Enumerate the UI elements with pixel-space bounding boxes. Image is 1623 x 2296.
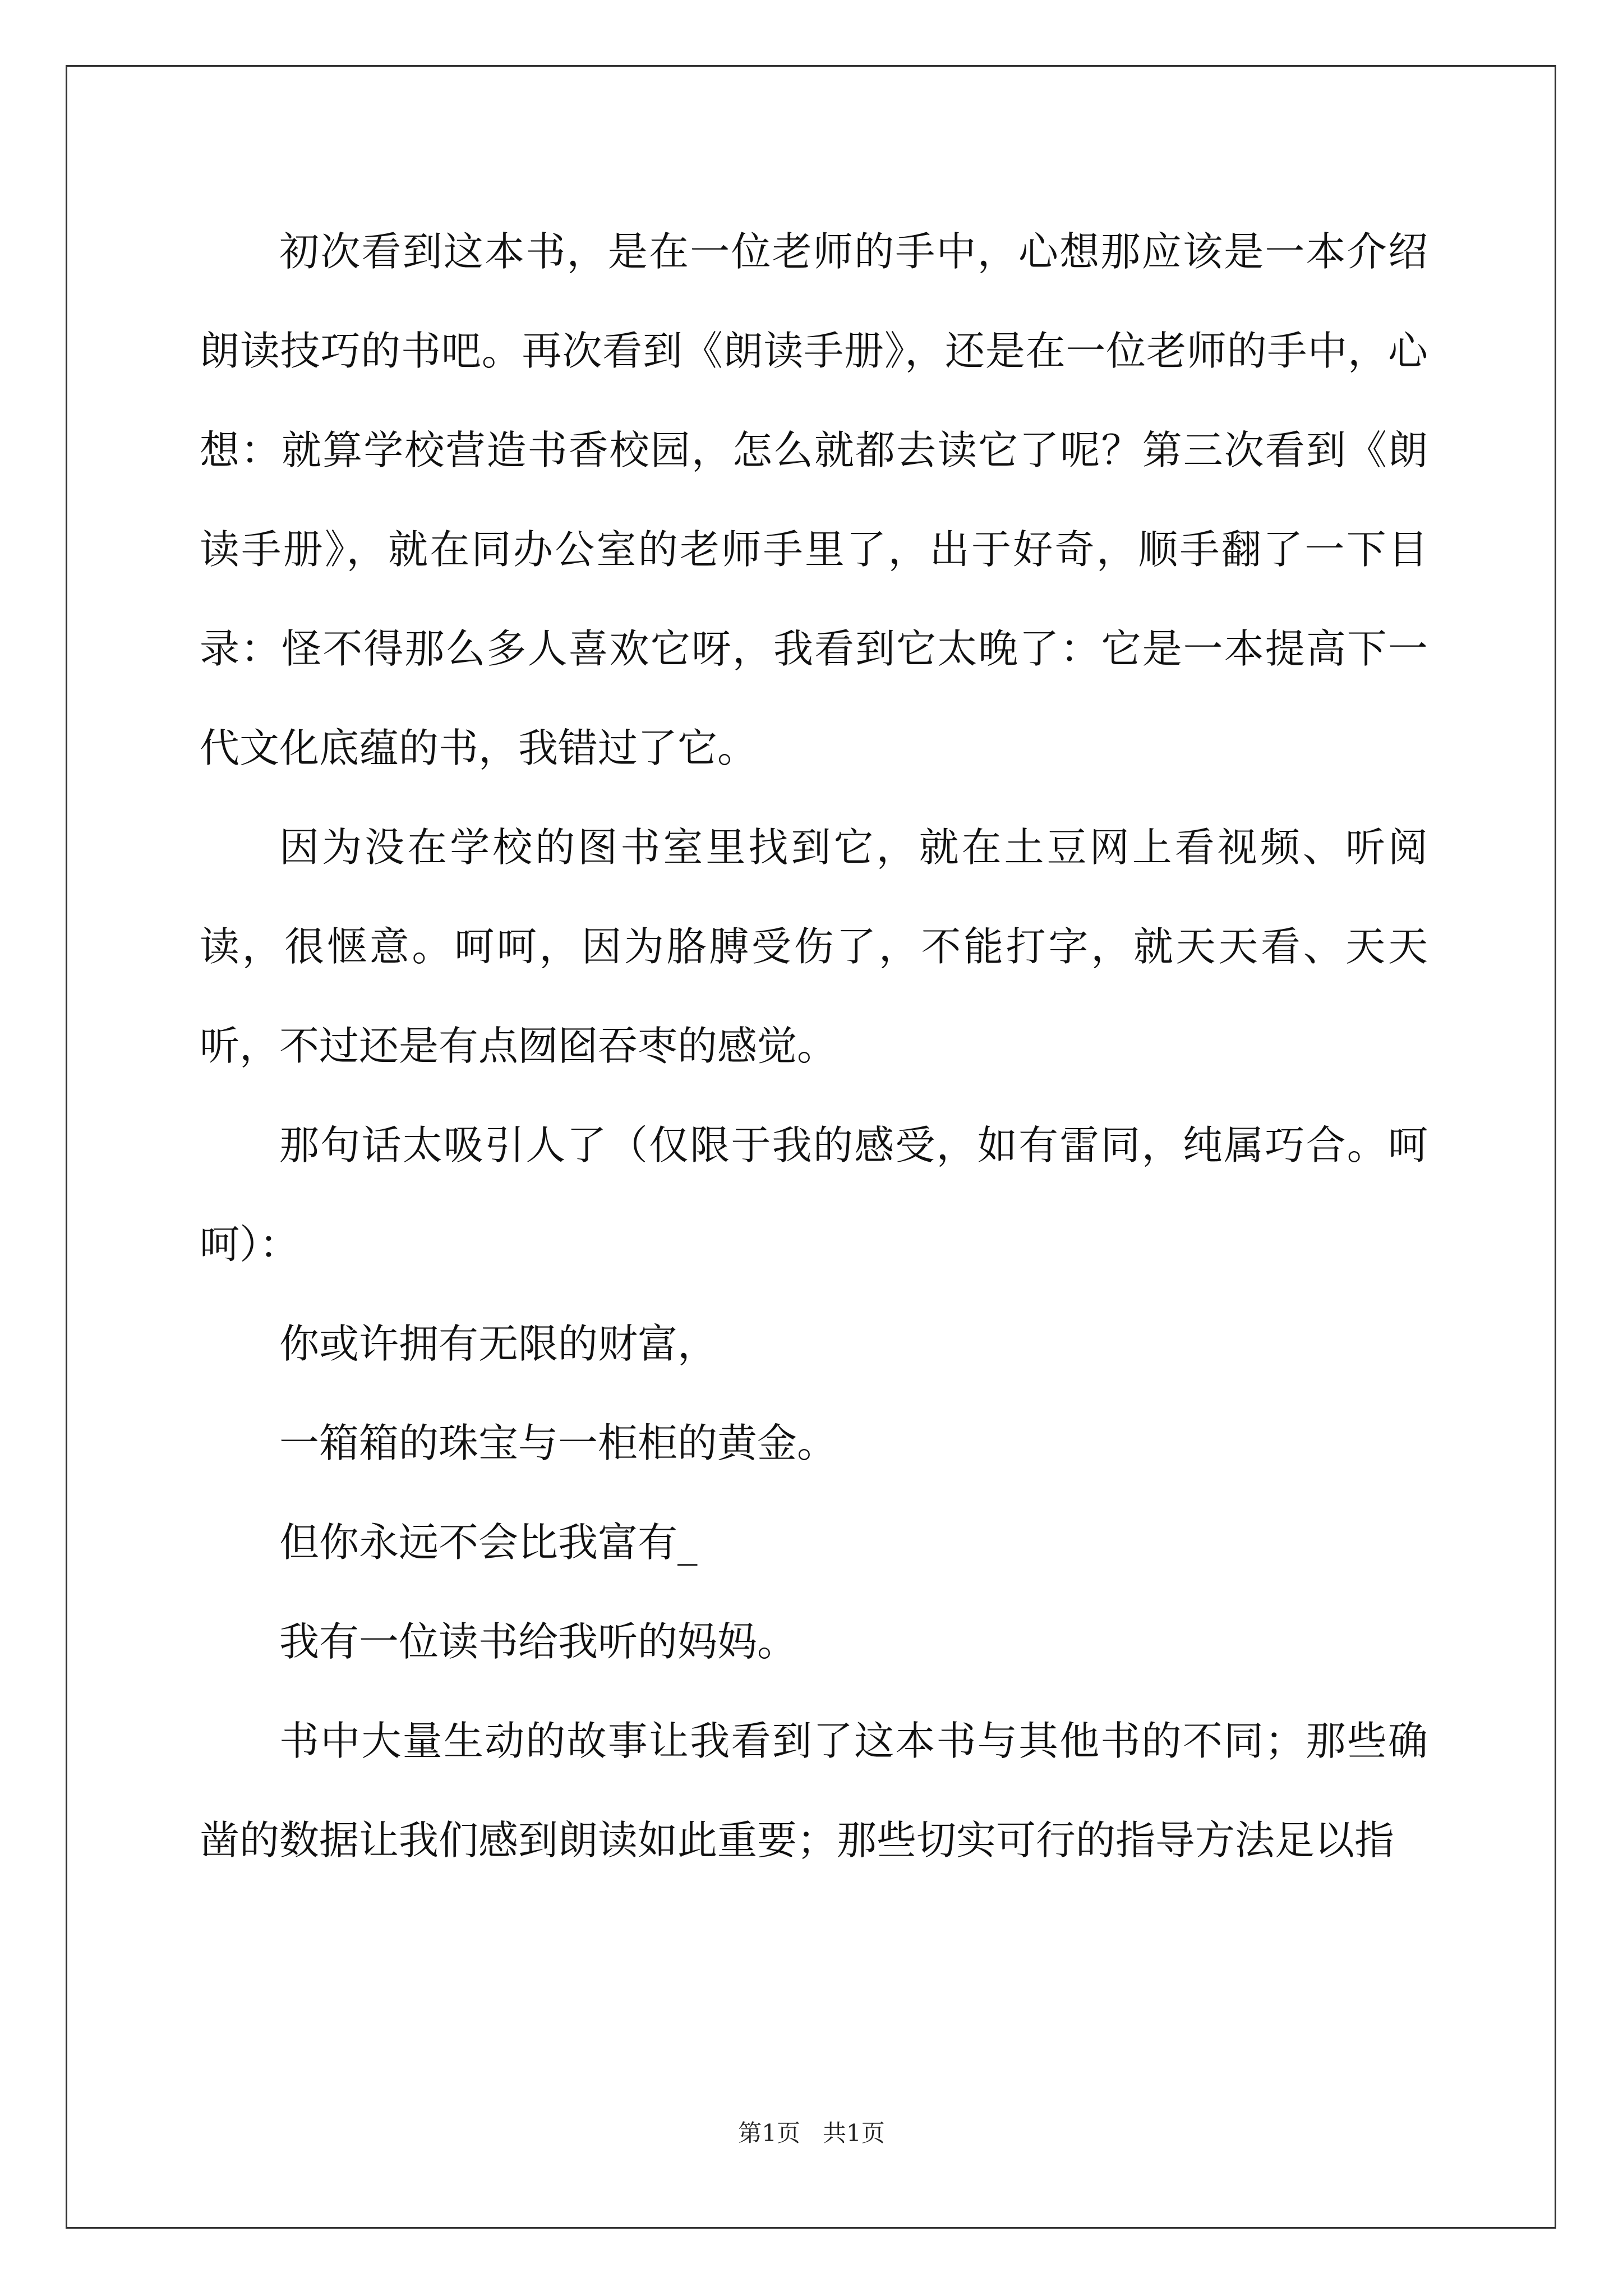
paragraph-intro: 初次看到这本书，是在一位老师的手中，心想那应该是一本介绍朗读技巧的书吧。再次看到《朗读手册》，还是在一位老师的手中，心想：就算学校营造书香校园，怎么就都去读它了呢？第三次看到《朗读手册》，就在同办公室的老师手里了，出于好奇，顺手翻了一下目录：怪不得那么多人喜欢它呀，我看到它太晚了：它是一本提高下一代文化底蕴的书，我错过了它。 xyxy=(200,228,1428,771)
poem-line-4: 我有一位读书给我听的妈妈。 xyxy=(279,1618,797,1665)
page-number: 第1页 共1页 xyxy=(738,2119,885,2147)
paragraph-conclusion: 书中大量生动的故事让我看到了这本书与其他书的不同；那些确凿的数据让我们感到朗读如此重要；那些切实可行的指导方法足以指 xyxy=(200,1718,1428,1864)
poem-line-1: 你或许拥有无限的财富， xyxy=(279,1320,718,1367)
poem-line-2: 一箱箱的珠宝与一柜柜的黄金。 xyxy=(279,1420,837,1466)
document-body xyxy=(200,202,1428,1890)
paragraph-tudou: 因为没在学校的图书室里找到它，就在土豆网上看视频、听阅读，很惬意。呵呵，因为胳膊受伤了，不能打字，就天天看、天天听，不过还是有点囫囵吞枣的感觉。 xyxy=(200,824,1428,1069)
poem-line-3: 但你永远不会比我富有_ xyxy=(279,1519,698,1566)
paragraph-quote-intro: 那句话太吸引人了（仅限于我的感受，如有雷同，纯属巧合。呵呵）： xyxy=(200,1122,1428,1268)
